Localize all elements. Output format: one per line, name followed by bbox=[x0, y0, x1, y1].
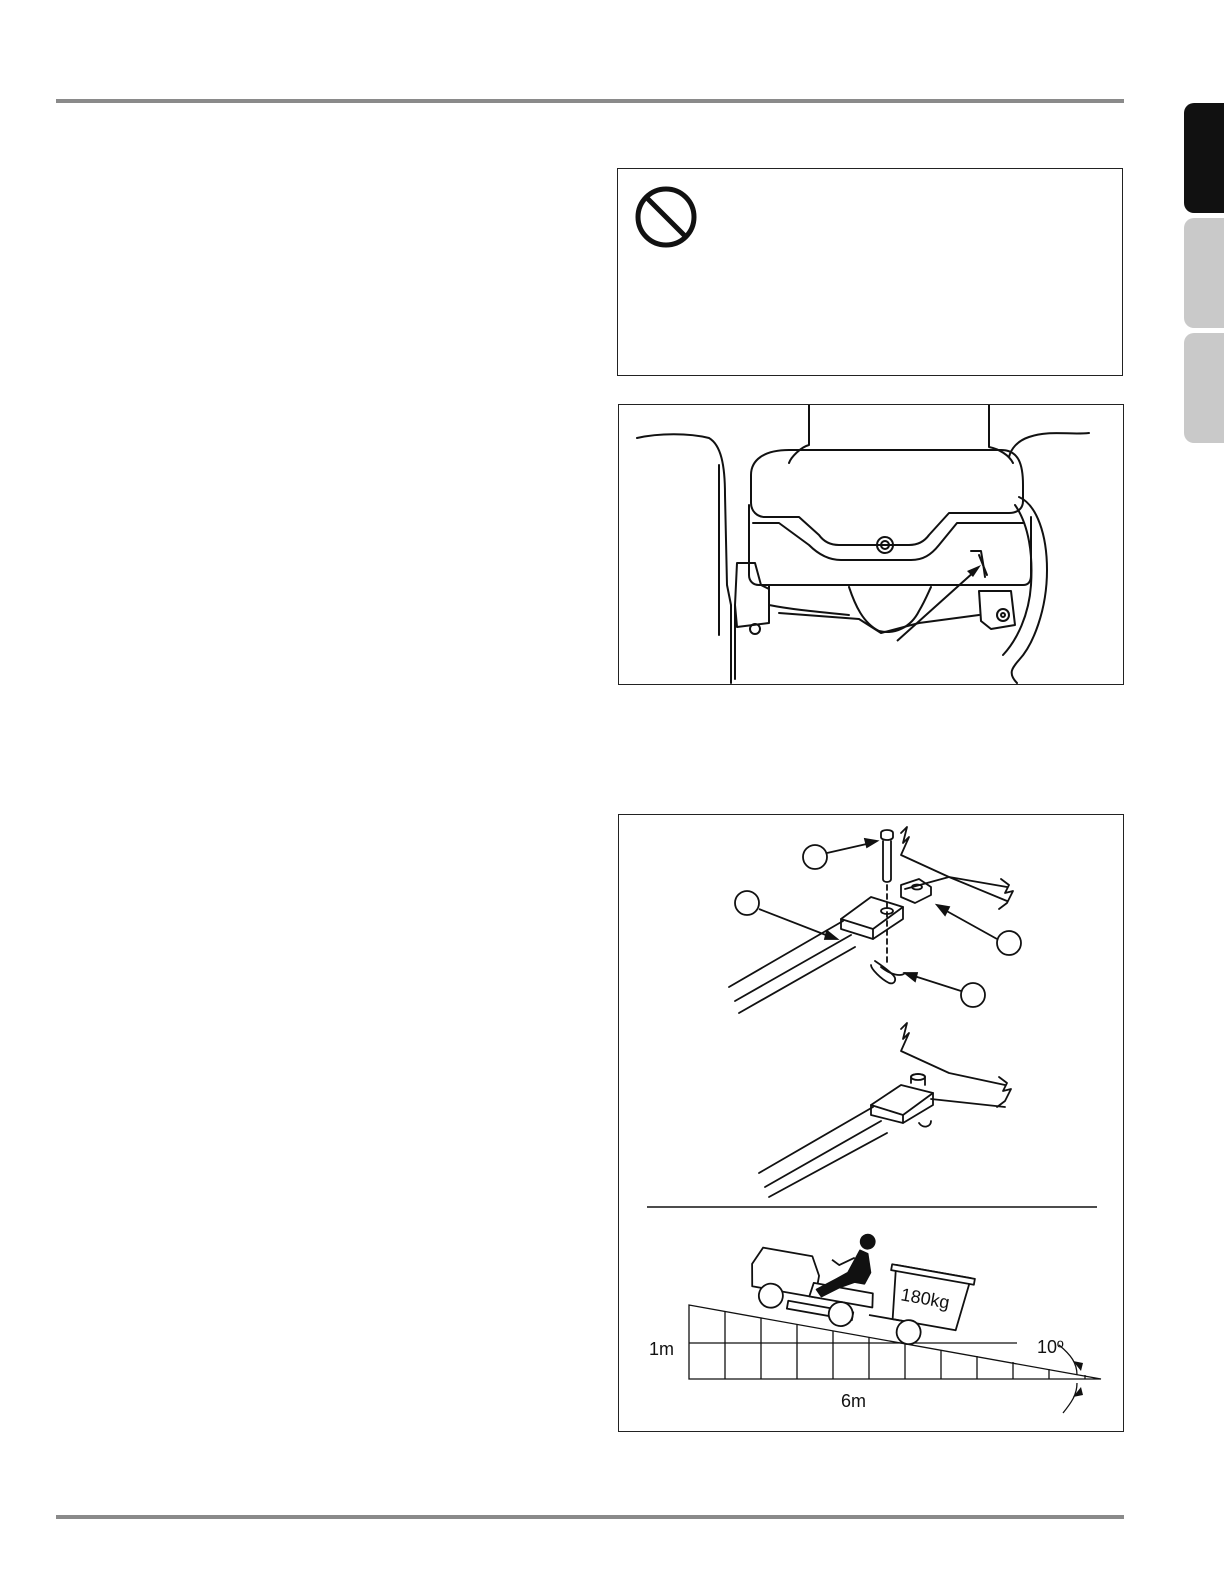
prohibition-icon bbox=[618, 169, 1124, 377]
warning-box bbox=[617, 168, 1123, 376]
section-tab-2[interactable] bbox=[1184, 218, 1224, 328]
load-label: 180kg bbox=[899, 1284, 952, 1313]
slope-length-label: 6m bbox=[841, 1391, 867, 1411]
hitch-and-slope-figure bbox=[618, 814, 1124, 1432]
footer-rule bbox=[56, 1515, 1124, 1519]
rear-hitch-figure bbox=[618, 404, 1124, 685]
hitch-slope-illustration bbox=[619, 815, 1125, 1433]
section-tab-3[interactable] bbox=[1184, 333, 1224, 443]
slope-angle-label: 10º bbox=[1037, 1337, 1064, 1357]
slope-height-label: 1m bbox=[649, 1339, 675, 1359]
header-rule bbox=[56, 99, 1124, 103]
section-tab-active[interactable] bbox=[1184, 103, 1224, 213]
mower-rear-illustration bbox=[619, 405, 1125, 686]
